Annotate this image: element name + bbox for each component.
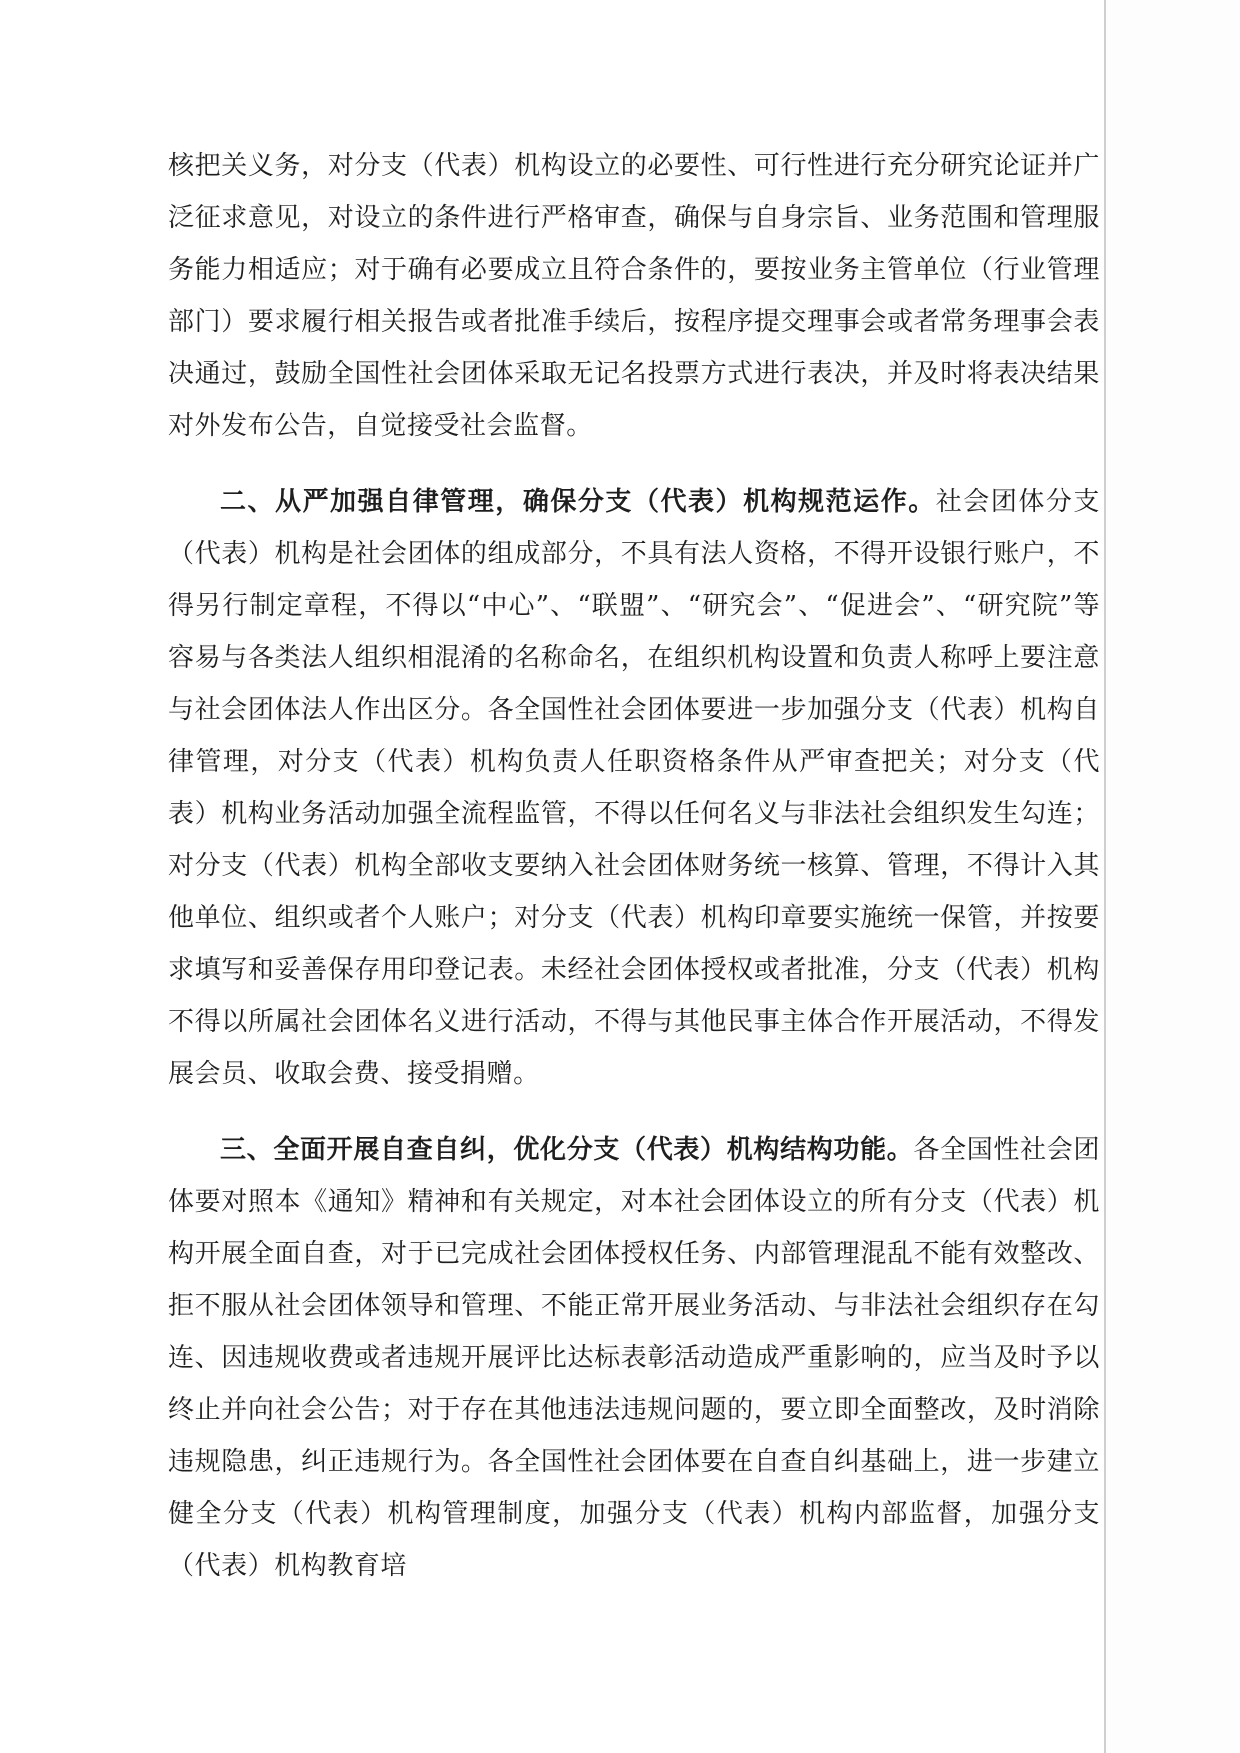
paragraph-3 — [168, 1124, 1100, 1592]
paragraph-3-text: 各全国性社会团体要对照本《通知》精神和有关规定，对本社会团体设立的所有分支（代表）机构开展全面自查，对于已完成社会团体授权任务、内部管理混乱不能有效整改、拒不服从社会团体领导和管理、不能正常开展业务活动、与非法社会组织存在勾连、因违规收费或者违规开展评比达标表彰活动造成严重影响的，应当及时予以终止并向社会公告；对于存在其他违法违规问题的，要立即全面整改，及时消除违规隐患，纠正违规行为。各全国性社会团体要在自查自纠基础上，进一步建立健全分支（代表）机构管理制度，加强分支（代表）机构内部监督，加强分支（代表）机构教育培 — [168, 1135, 1100, 1581]
document-body — [168, 140, 1100, 1616]
paragraph-2-text: 社会团体分支（代表）机构是社会团体的组成部分，不具有法人资格，不得开设银行账户，不得另行制定章程，不得以“中心”、“联盟”、“研究会”、“促进会”、“研究院”等容易与各类法人组织相混淆的名称命名，在组织机构设置和负责人称呼上要注意与社会团体法人作出区分。各全国性社会团体要进一步加强分支（代表）机构自律管理，对分支（代表）机构负责人任职资格条件从严审查把关；对分支（代表）机构业务活动加强全流程监管，不得以任何名义与非法社会组织发生勾连；对分支（代表）机构全部收支要纳入社会团体财务统一核算、管理，不得计入其他单位、组织或者个人账户；对分支（代表）机构印章要实施统一保管，并按要求填写和妥善保存用印登记表。未经社会团体授权或者批准，分支（代表）机构不得以所属社会团体名义进行活动，不得与其他民事主体合作开展活动，不得发展会员、收取会费、接受捐赠。 — [168, 487, 1100, 1089]
paragraph-2 — [168, 476, 1100, 1100]
paragraph-1-text: 核把关义务，对分支（代表）机构设立的必要性、可行性进行充分研究论证并广泛征求意见，对设立的条件进行严格审查，确保与自身宗旨、业务范围和管理服务能力相适应；对于确有必要成立且符合条件的，要按业务主管单位（行业管理部门）要求履行相关报告或者批准手续后，按程序提交理事会或者常务理事会表决通过，鼓励全国性社会团体采取无记名投票方式进行表决，并及时将表决结果对外发布公告，自觉接受社会监督。 — [168, 151, 1100, 441]
section-2-heading: 二、从严加强自律管理，确保分支（代表）机构规范运作。 — [220, 487, 936, 517]
section-3-heading: 三、全面开展自查自纠，优化分支（代表）机构结构功能。 — [220, 1135, 914, 1165]
scan-page-edge — [1104, 0, 1106, 1753]
paragraph-1 — [168, 140, 1100, 452]
scan-margin — [1106, 0, 1240, 1753]
